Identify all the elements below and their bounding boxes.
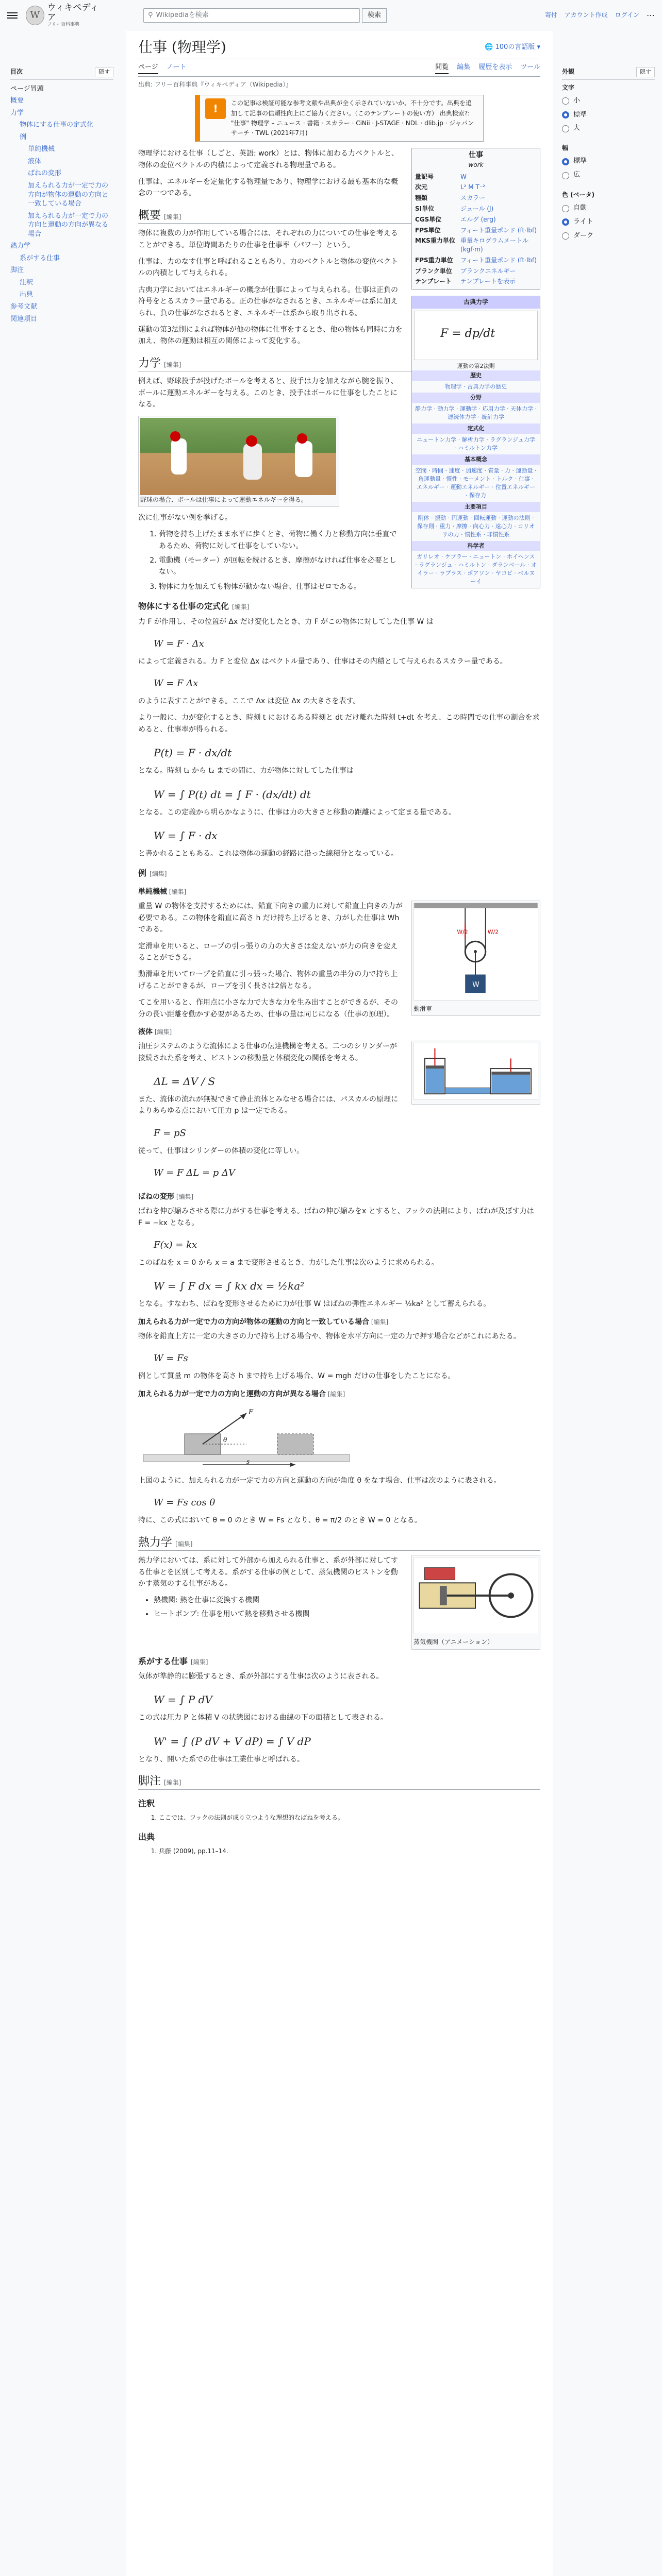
formulation-paragraph: のように表すことができる。ここで Δx は変位 Δx の大きさを表す。 (138, 697, 360, 706)
formulation-paragraph: となる。この定義から明らかなように、仕事は力の大きさと移動の距離によって定まる量である。 (138, 808, 456, 817)
formulation-paragraph: より一般に、力が変化するとき、時刻 t におけるある時刻と dt だけ離れた時刻 t+dt を考え、この時間での仕事の割合を求めると、仕事率が得られる。 (138, 714, 540, 734)
edit-link[interactable]: [編集] (326, 1390, 345, 1398)
width-option[interactable] (562, 156, 655, 167)
baseball-figure (138, 416, 339, 507)
radio-button-icon[interactable] (562, 125, 569, 132)
edit-label: 編集 (166, 361, 179, 368)
overview-title: 概要 (138, 209, 161, 222)
mechanics-title: 力学 (138, 357, 161, 370)
toc-item[interactable] (10, 167, 113, 180)
logo-title: ウィキペディア (47, 2, 99, 23)
toc-title: 目次 (10, 68, 23, 76)
toc-item[interactable] (10, 131, 113, 144)
const-paragraph: 例として質量 m の物体を高さ h まで持ち上げる場合、W = mgh だけの仕事をしたことになる。 (138, 1372, 455, 1381)
steam-engine-figure (411, 1555, 540, 1649)
color-label: 色 (ベータ) (562, 191, 595, 198)
infobox-value[interactable]: L² M T⁻² (460, 183, 485, 191)
text-size-section (562, 83, 655, 134)
fluid-paragraph: 従って、仕事はシリンダーの体積の変化に等しい。 (138, 1146, 304, 1155)
radio-button-icon[interactable] (562, 218, 569, 226)
infobox-value[interactable]: プランクエネルギー (460, 267, 516, 275)
infobox-key: 次元 (415, 183, 428, 191)
text-size-option[interactable] (562, 123, 655, 134)
infobox-row (414, 255, 538, 266)
edit-label: 編集 (193, 1658, 206, 1666)
radio-button-icon[interactable] (562, 205, 569, 212)
formula: W = ∫ P(t) dt = ∫ F · (dx/dt) dt (154, 788, 311, 801)
toc-link[interactable]: 単純機械 (28, 145, 55, 154)
infobox-key: MKS重力単位 (415, 237, 455, 245)
infobox-row (414, 235, 538, 255)
toc-link[interactable]: ページ冒頭 (10, 84, 44, 93)
section-heading-thermo (138, 1536, 540, 1551)
subsection-simple-machines (138, 886, 540, 897)
infobox-key: FPS重力単位 (415, 256, 453, 264)
notice-text: この記事は検証可能な参考文献や出典が全く示されていないか、不十分です。出典を追加して記事の信頼性向上にご協力ください。（このテンプレートの使い方） 出典検索?: "仕事" 物理学 – ニュース · 書籍 · スカラー · CiNii · J-STAGE · NDL · dlib.jp · ジャパンサーチ · TWL (2021年7月) (231, 99, 474, 137)
wikipedia-globe-icon: W (26, 6, 44, 25)
subsection-fluid (138, 1026, 540, 1038)
toc-item[interactable] (10, 277, 113, 289)
simple-paragraph: てこを用いると、作用点に小さな力で大きな力を生み出すことができるが、その分の長い距離を動かす必要があるため、仕事の量は同じになる（仕事の原理）。 (138, 998, 398, 1019)
formula: W' = ∫ (P dV + V dP) = ∫ V dP (154, 1735, 311, 1748)
toc-link[interactable]: 物体にする仕事の定式化 (20, 121, 94, 129)
more-options-icon[interactable]: ⋯ (647, 10, 655, 21)
steam-engine-diagram[interactable] (413, 1557, 538, 1634)
notes-title: 脚注 (138, 1775, 161, 1788)
text-size-option-label: 大 (573, 124, 581, 132)
color-section (562, 190, 655, 242)
edit-link[interactable]: [編集] (174, 1193, 194, 1200)
list-item: 2. 電動機（モーター）が回転を続けるとき、摩擦がなければ仕事を必要としない。 (159, 555, 540, 578)
text-size-option-label: 標準 (573, 110, 587, 118)
search-icon: ⚲ (148, 11, 153, 19)
formula: P(t) = F · dx/dt (154, 747, 232, 759)
edit-link[interactable]: [編集] (232, 603, 250, 611)
formulation-title: 物体にする仕事の定式化 (138, 601, 229, 612)
toc-link[interactable]: 注釈 (20, 278, 34, 286)
infobox-table (414, 172, 538, 287)
fluid-paragraph: また、流体の流れが無視できて静止流体とみなせる場合には、パスカルの原理によりあらゆる点において圧力 p は一定である。 (138, 1095, 398, 1115)
page-tabs (138, 62, 540, 77)
infobox-row (414, 204, 538, 214)
edit-label: 編集 (171, 888, 184, 895)
toc-item[interactable] (10, 180, 113, 210)
edit-link[interactable]: [編集] (369, 1318, 389, 1326)
color-option[interactable] (562, 203, 655, 214)
color-option[interactable] (562, 231, 655, 242)
overview-paragraph: 物体に複数の力が作用している場合には、それぞれの力についての仕事を考えることができる。単位時間あたりの仕事を仕事率（パワー）という。 (138, 229, 398, 249)
reference-item[interactable]: 1. 兵藤 (2009), pp.11–14. (159, 1846, 540, 1856)
simple-paragraph: 重量 W の物体を支持するためには、鉛直下向きの重力に対して鉛直上向きの力が必要である。この物体を鉛直に高さ h だけ持ち上げるとき、力がした仕事は Wh である。 (138, 902, 403, 934)
infobox-row (414, 172, 538, 182)
toc-link[interactable]: ばねの変形 (28, 170, 62, 178)
list-item: • 熱機関: 熱を仕事に変換する機関 (154, 1595, 540, 1606)
toc-link[interactable]: 液体 (28, 157, 42, 165)
edit-label: 編集 (234, 603, 247, 611)
toc-item[interactable] (10, 313, 113, 326)
width-label: 幅 (562, 144, 569, 152)
infobox-value[interactable]: 重量キログラムメートル (kgf·m) (460, 237, 528, 253)
edit-label: 編集 (157, 1028, 170, 1036)
navbox-section-heading: 主要項目 (412, 502, 540, 512)
overview-paragraph: 仕事は、力のなす仕事と呼ばれることもあり、力のベクトルと物体の変位ベクトルの内積として与えられる。 (138, 258, 398, 278)
svg-text:θ: θ (223, 1436, 227, 1444)
svg-text:W: W (472, 980, 479, 989)
tab-page[interactable]: ページ (138, 62, 158, 74)
infobox-key: 量記号 (415, 173, 434, 180)
reference-list (138, 1846, 540, 1856)
edit-link[interactable]: [編集] (164, 213, 181, 221)
site-header (0, 0, 662, 31)
toc-link[interactable]: 加えられる力が一定で力の方向が物体の運動の方向と一致している場合 (28, 181, 109, 208)
toc-link[interactable]: 系がする仕事 (20, 254, 60, 262)
formula: W = ∫ P dV (154, 1693, 212, 1706)
main-menu-icon[interactable] (7, 12, 18, 19)
edit-label: 編集 (178, 1193, 191, 1200)
navbox-section-links[interactable]: 空間 · 時間 · 速度 · 加速度 · 質量 · 力 · 運動量 · 角運動量 · 慣性 · モーメント · トルク · 仕事 · エネルギー · 運動エネルギー · 位置エネルギー · 保存力 (415, 467, 537, 499)
navbox-section-heading: 定式化 (412, 423, 540, 434)
formulation-paragraph: 力 F が作用し、その位置が Δx だけ変化したとき、力 F がこの物体に対してした仕事 W は (138, 617, 434, 626)
toc-link[interactable]: 概要 (10, 97, 24, 105)
sys-title: 系がする仕事 (138, 1656, 188, 1666)
baseball-caption: 野球の場合、ボールは仕事によって運動エネルギーを得る。 (140, 496, 307, 503)
navbox-title: 古典力学 (412, 296, 540, 308)
infobox-key: プランク単位 (415, 267, 452, 275)
edit-link[interactable]: [編集] (175, 1540, 193, 1548)
navbox-section-heading: 歴史 (412, 370, 540, 381)
text-size-option[interactable] (562, 96, 655, 107)
tab-read[interactable]: 閲覧 (435, 62, 449, 74)
formula: W = F Δx (154, 678, 198, 689)
svg-text:W/2: W/2 (487, 928, 499, 936)
formula: W = ∫ F · dx (154, 829, 218, 842)
create-account-link[interactable]: アカウント作成 (564, 11, 608, 19)
toc-link[interactable]: 出典 (20, 291, 34, 299)
toc-item[interactable] (10, 252, 113, 265)
thermo-title: 熱力学 (138, 1536, 173, 1549)
appearance-title: 外観 (562, 68, 575, 76)
toc-link[interactable]: 熱力学 (10, 242, 31, 250)
list-item: 1. 荷物を持ち上げたまま水平に歩くとき、荷物に働く力と移動方向は垂直であるため、荷物に対して仕事をしていない。 (159, 529, 540, 552)
formula: W = F ΔL = p ΔV (154, 1167, 235, 1179)
toc-link[interactable]: 例 (20, 133, 27, 141)
sys-paragraph: 気体が準静的に膨張するとき、系が外部にする仕事は次のように表される。 (138, 1672, 384, 1681)
const-title: 加えられる力が一定で力の方向が物体の運動の方向と一致している場合 (138, 1317, 369, 1326)
toc-item[interactable] (10, 289, 113, 301)
width-section (562, 143, 655, 181)
citation-notice (195, 95, 484, 142)
toc-hide-button[interactable]: 隠す (95, 67, 113, 77)
site-logo[interactable] (26, 3, 103, 28)
classical-mechanics-navbox (411, 296, 540, 588)
simple-paragraph: 動滑車を用いてロープを鉛直に引っ張った場合、物体の重量の半分の力で持ち上げることができるが、ロープを引く長さは2倍となる。 (138, 970, 398, 990)
toc-item[interactable] (10, 95, 113, 107)
donate-link[interactable]: 寄付 (544, 11, 557, 19)
navbox-section-links[interactable]: ニュートン力学 · 解析力学 · ラグランジュ力学 · ハミルトン力学 (417, 436, 535, 452)
infobox-value[interactable]: スカラー (460, 194, 486, 202)
edit-link[interactable]: [編集] (150, 870, 167, 878)
thermo-paragraph: 熱力学においては、系に対して外部から加えられる仕事と、系が外部に対してする仕事とを区別して考える。系がする仕事の例として、蒸気機関のピストンを動かす蒸気のする仕事がある。 (138, 1556, 398, 1588)
radio-button-icon[interactable] (562, 158, 569, 165)
search-placeholder: Wikipediaを検索 (156, 11, 209, 19)
color-option-label: ダーク (573, 231, 594, 240)
login-link[interactable]: ログイン (615, 11, 639, 19)
infobox-row (414, 193, 538, 204)
section-heading-examples (138, 867, 540, 880)
infobox-value[interactable]: ジュール (J) (460, 205, 494, 212)
navbox-section-links[interactable]: 物理学 · 古典力学の歴史 (444, 383, 507, 390)
pulley-caption: 動滑車 (413, 1005, 433, 1012)
formulation-paragraph: と書かれることもある。これは物体の運動の経路に沿った線積分となっている。 (138, 850, 398, 858)
toc-link[interactable]: 力学 (10, 109, 24, 117)
edit-label: 編集 (152, 870, 164, 878)
navbox-caption: 運動の第2法則 (457, 362, 495, 369)
toc-item[interactable] (10, 264, 113, 277)
text-size-option[interactable] (562, 110, 655, 121)
tab-edit[interactable]: 編集 (457, 63, 471, 72)
overview-paragraph: 運動の第3法則によれば物体が他の物体に仕事をするとき、他の物体も同時に力を加え、物体の運動は相互の関係によって変化する。 (138, 326, 403, 346)
search-button[interactable]: 検索 (362, 8, 387, 23)
angle-paragraph: 上図のように、加えられる力が一定で力の方向と運動の方向が角度 θ をなす場合、仕事は次のように表される。 (138, 1476, 501, 1485)
navbox-diagram (414, 311, 538, 360)
edit-link[interactable]: [編集] (167, 888, 187, 895)
color-option[interactable] (562, 217, 655, 228)
tab-history[interactable]: 履歴を表示 (478, 63, 512, 72)
infobox-subtitle: work (468, 161, 484, 168)
simple-paragraph: 定滑車を用いると、ロープの引っ張りの力の大きさは変えないが力の向きを変えることができる。 (138, 942, 398, 962)
simple-title: 単純機械 (138, 888, 167, 896)
navbox-section-heading: 基本概念 (412, 454, 540, 465)
text-size-label: 文字 (562, 83, 575, 91)
formula: F(x) = kx (154, 1240, 197, 1251)
toc-list (10, 83, 113, 325)
formulation-paragraph: となる。時刻 t₁ から t₂ までの間に、力が物体に対してした仕事は (138, 767, 354, 775)
text-size-options (562, 96, 655, 134)
section-heading-formulation (138, 600, 540, 613)
toc-item[interactable] (10, 156, 113, 168)
edit-label: 編集 (330, 1390, 343, 1398)
incline-force-diagram[interactable] (138, 1403, 355, 1470)
width-option-label: 標準 (573, 157, 587, 165)
table-of-contents (10, 67, 113, 325)
list-item: 3. 物体に力を加えても物体が動かない場合、仕事はゼロである。 (159, 581, 540, 592)
steam-engine-caption: 蒸気機関（アニメーション） (413, 1638, 493, 1646)
main-content (126, 31, 553, 2576)
infobox-key: CGS単位 (415, 215, 442, 223)
navbox-section-links[interactable]: 剛体 · 振動 · 円運動 · 回転運動 · 運動の法則 · 保存則 · 重力 · 摩擦 · 向心力 · 遠心力 · コリオリの力 · 慣性系 · 非慣性系 (417, 514, 535, 538)
hydraulic-figure (411, 1041, 540, 1105)
fluid-title: 液体 (138, 1027, 153, 1036)
infobox (411, 148, 540, 290)
radio-button-icon[interactable] (562, 232, 569, 240)
formula: ΔL = ΔV / S (154, 1075, 216, 1088)
const-paragraph: 物体を鉛直上方に一定の大きさの力で持ち上げる場合や、物体を水平方向に一定の力で押す場合などがこれにあたる。 (138, 1332, 521, 1341)
width-option[interactable] (562, 170, 655, 181)
subsection-sources: 出典 (138, 1832, 155, 1842)
spring-title: ばねの変形 (138, 1192, 174, 1201)
angle-paragraph: 特に、この式において θ = 0 のとき W = Fs となり、θ = π/2 のとき W = 0 となる。 (138, 1516, 422, 1525)
tab-talk[interactable]: ノート (166, 63, 187, 72)
formula: W = ∫ F dx = ∫ kx dx = ½ka² (154, 1280, 305, 1293)
toc-item[interactable] (10, 301, 113, 313)
overview-paragraph: 古典力学においてはエネルギーの概念が仕事によって与えられる。仕事は正負の符号をとるスカラー量である。正の仕事がなされるとき、エネルギーは系に加えられ、負の仕事がなされるとき、エネルギーは系から取り出される。 (138, 285, 398, 317)
from-wikipedia: 出典: フリー百科事典『ウィキペディア（Wikipedia）』 (138, 81, 292, 89)
edit-label: 編集 (166, 213, 179, 221)
language-button[interactable]: 🌐 100の言語版 ▾ (485, 43, 540, 51)
infobox-row (414, 266, 538, 277)
section-heading-notes (138, 1774, 540, 1790)
formula: W = Fs cos θ (154, 1497, 216, 1509)
color-options (562, 203, 655, 241)
appearance-panel (562, 67, 655, 251)
section-heading-system-work (138, 1655, 540, 1668)
infobox-value[interactable]: テンプレートを表示 (460, 278, 516, 285)
formula: F = pS (154, 1127, 186, 1139)
navbox-section-heading: 科学者 (412, 541, 540, 551)
list-item: • ヒートポンプ: 仕事を用いて熱を移動させる機関 (154, 1608, 540, 1620)
search-input[interactable] (143, 8, 360, 23)
subsection-spring (138, 1191, 540, 1202)
navbox-sections (412, 370, 540, 588)
width-option-label: 広 (573, 171, 581, 179)
pulley-diagram[interactable] (413, 903, 538, 1001)
toc-item[interactable] (10, 83, 113, 95)
radio-button-icon[interactable] (562, 111, 569, 118)
appearance-header (562, 67, 655, 80)
page-title: 仕事 (物理学) (138, 39, 226, 56)
subsection-constant-force (138, 1316, 540, 1328)
toc-item[interactable] (10, 240, 113, 252)
radio-button-icon[interactable] (562, 97, 569, 105)
edit-link[interactable]: [編集] (164, 361, 181, 368)
navbox-section-links[interactable]: 静力学 · 動力学 · 運動学 · 応用力学 · 天体力学 · 連続体力学 · 統計力学 (415, 405, 537, 421)
infobox-key: テンプレート (415, 278, 452, 285)
infobox-key: FPS単位 (415, 226, 441, 234)
edit-label: 編集 (166, 1779, 179, 1787)
color-option-label: ライト (573, 217, 593, 226)
spring-paragraph: となる。すなわち、ばねを変形させるために力が仕事 W はばねの弾性エネルギー ½ka² として蓄えられる。 (138, 1300, 491, 1309)
svg-text:W/2: W/2 (457, 928, 468, 936)
infobox-value[interactable]: エルグ (erg) (460, 215, 496, 223)
infobox-row (414, 182, 538, 193)
infobox-row (414, 225, 538, 236)
toc-header (10, 67, 113, 80)
logo-subtitle: フリー百科事典 (47, 22, 80, 28)
edit-link[interactable]: [編集] (191, 1658, 208, 1666)
baseball-photo[interactable] (140, 418, 336, 495)
toc-item[interactable] (10, 143, 113, 156)
navbox-section-heading: 分野 (412, 393, 540, 403)
formulation-paragraph: によって定義される。力 F と変位 Δx はベクトル量であり、仕事はその内積として与えられるスカラー量である。 (138, 657, 507, 666)
toc-link[interactable]: 参考文献 (10, 302, 38, 311)
intro-paragraph: 物理学における仕事（しごと、英語: work）とは、物体に加わる力ベクトルと、物体の変位ベクトルの内積によって定義される物理量である。 (138, 149, 399, 170)
infobox-row (414, 276, 538, 287)
edit-link[interactable]: [編集] (164, 1779, 181, 1787)
mechanics-list-intro: 次に仕事がない例を挙げる。 (138, 513, 232, 522)
infobox-value[interactable]: W (460, 173, 467, 180)
navbox-formula: F = dp/dt (440, 327, 495, 340)
annotation-item: 1. ここでは、フックの法則が成り立つような理想的なばねを考える。 (159, 1813, 540, 1823)
formula: W = F · Δx (154, 638, 204, 650)
infobox-value[interactable]: フィート重量ポンド (ft·lbf) (460, 256, 537, 264)
sys-paragraph: となり、開いた系での仕事は工業仕事と呼ばれる。 (138, 1755, 304, 1764)
edit-link[interactable]: [編集] (153, 1028, 172, 1036)
infobox-value[interactable]: フィート重量ポンド (ft·lbf) (460, 226, 537, 234)
text-size-option-label: 小 (573, 96, 581, 105)
formula: W = Fs (154, 1353, 188, 1364)
language-count: 100の言語版 (495, 43, 535, 51)
toc-link[interactable]: 関連項目 (10, 315, 38, 323)
page-title-row (138, 38, 540, 59)
angle-title: 加えられる力が一定で力の方向と運動の方向が異なる場合 (138, 1389, 326, 1398)
annotation-list (138, 1813, 540, 1823)
width-options (562, 156, 655, 181)
infobox-key: 種類 (415, 194, 428, 202)
infobox-title: 仕事 (469, 151, 483, 160)
infobox-row (414, 214, 538, 225)
navbox-section-links[interactable]: ガリレオ · ケプラー · ニュートン · ホイヘンス · ラグランジュ · ハミルトン · ダランベール · オイラー · ラプラス · ポアソン · ヤコビ · ベルヌーイ (415, 553, 537, 585)
toc-link[interactable]: 加えられる力が一定で力の方向と運動の方向が異なる場合 (28, 212, 109, 238)
appearance-hide-button[interactable]: 隠す (636, 67, 655, 77)
hydraulic-diagram[interactable] (413, 1043, 538, 1099)
warning-icon: ! (205, 98, 226, 119)
spring-paragraph: このばねを x = 0 から x = a まで変形させるとき、力がした仕事は次のように求められる。 (138, 1258, 439, 1267)
examples-title: 例 (138, 868, 147, 878)
intro-paragraph: 仕事は、エネルギーを定量化する物理量であり、物理学における最も基本的な概念の一つである。 (138, 177, 398, 198)
personal-tools (545, 9, 655, 22)
edit-label: 編集 (373, 1318, 386, 1326)
sys-paragraph: この式は圧力 P と体積 V の状態図における曲線の下の面積として表される。 (138, 1714, 388, 1722)
pulley-figure (411, 901, 540, 1015)
subsection-angle-force (138, 1388, 540, 1400)
toc-item[interactable] (10, 107, 113, 120)
edit-label: 編集 (177, 1540, 190, 1548)
radio-button-icon[interactable] (562, 172, 569, 179)
color-option-label: 自動 (573, 204, 587, 212)
svg-text:s: s (246, 1458, 250, 1465)
spring-paragraph: ばねを伸び縮みさせる際に力がする仕事を考える。ばねの伸び縮みをx とすると、フックの法則により、ばねが及ぼす力は F = −kx となる。 (138, 1207, 534, 1227)
svg-text:F: F (249, 1408, 254, 1416)
tab-tools[interactable]: ツール (520, 63, 540, 72)
mechanics-paragraph: 例えば、野球投手が投げたボールを考えると、投手は力を加えながら腕を振り、ボールに運動エネルギーを与える。このとき、投手はボールに仕事をしたことになる。 (138, 377, 398, 409)
infobox-key: SI単位 (415, 205, 435, 212)
fluid-paragraph: 油圧システムのような流体による仕事の伝達機構を考える。二つのシリンダーが接続された系を考え、ピストンの移動量と体積変化の関係を考える。 (138, 1042, 398, 1062)
toc-link[interactable]: 脚注 (10, 266, 24, 275)
toc-item[interactable] (10, 119, 113, 131)
subsection-annotations: 注釈 (138, 1798, 155, 1808)
toc-item[interactable] (10, 210, 113, 241)
search-area (143, 8, 387, 23)
